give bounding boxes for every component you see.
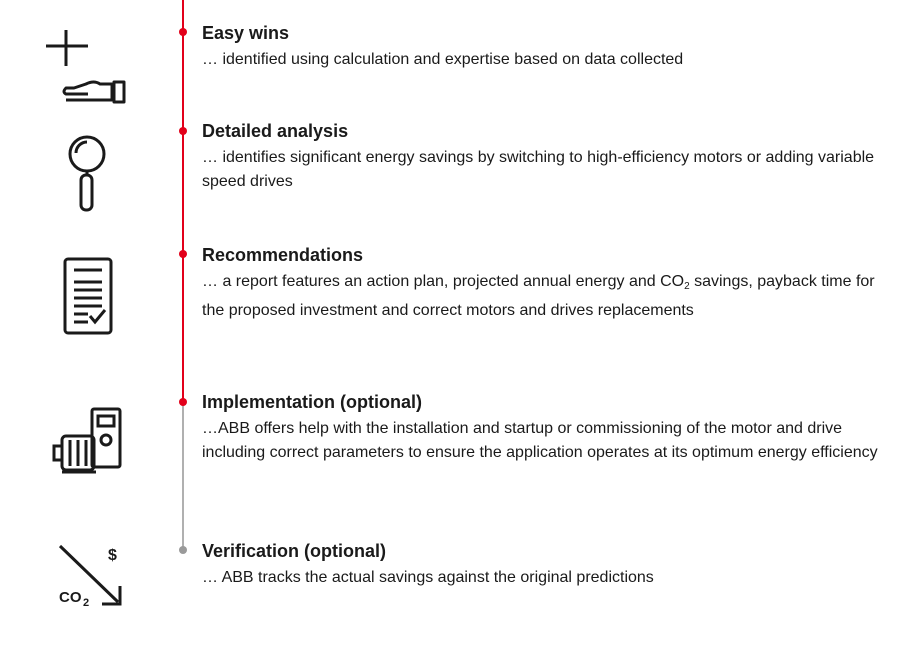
svg-text:$: $ — [108, 547, 117, 564]
timeline-dot — [179, 127, 187, 135]
motor-drive-icon — [52, 406, 128, 478]
svg-text:2: 2 — [83, 597, 90, 609]
step-description: … a report features an action plan, projected annual energy and $CO_2$ savings, payback time for the proposed investment and correct motors and drives replacements — [202, 273, 875, 319]
timeline-line-red — [182, 0, 184, 404]
plus-hand-icon — [42, 28, 132, 108]
report-checklist-icon — [62, 256, 116, 336]
step-title: Implementation (optional) — [202, 392, 422, 412]
magnifier-icon — [64, 134, 110, 214]
timeline-dot — [179, 250, 187, 258]
timeline-line-grey — [182, 404, 184, 550]
step-easy-wins — [202, 22, 882, 72]
svg-text:CO: CO — [59, 589, 82, 606]
step-description: … ABB tracks the actual savings against the original predictions — [202, 569, 654, 586]
timeline-dot — [179, 398, 187, 406]
timeline-dot — [179, 28, 187, 36]
step-description: … identifies significant energy savings by switching to high-efficiency motors or adding variable speed drives — [202, 149, 875, 190]
step-title: Easy wins — [202, 23, 290, 43]
timeline-dot — [179, 546, 187, 554]
step-description: … identified using calculation and expertise based on data collected — [202, 51, 684, 68]
step-detailed-analysis — [202, 120, 882, 194]
step-title: Recommendations — [202, 245, 364, 265]
step-title: Verification (optional) — [202, 541, 387, 561]
step-implementation — [202, 391, 882, 465]
co2-savings-trend-icon — [56, 540, 128, 612]
step-title: Detailed analysis — [202, 121, 349, 141]
step-verification — [202, 540, 882, 590]
step-recommendations — [202, 244, 882, 323]
step-description: …ABB offers help with the installation and startup or commissioning of the motor and drive including correct parameters to ensure the application operates at its optimum energy efficiency — [202, 420, 878, 461]
